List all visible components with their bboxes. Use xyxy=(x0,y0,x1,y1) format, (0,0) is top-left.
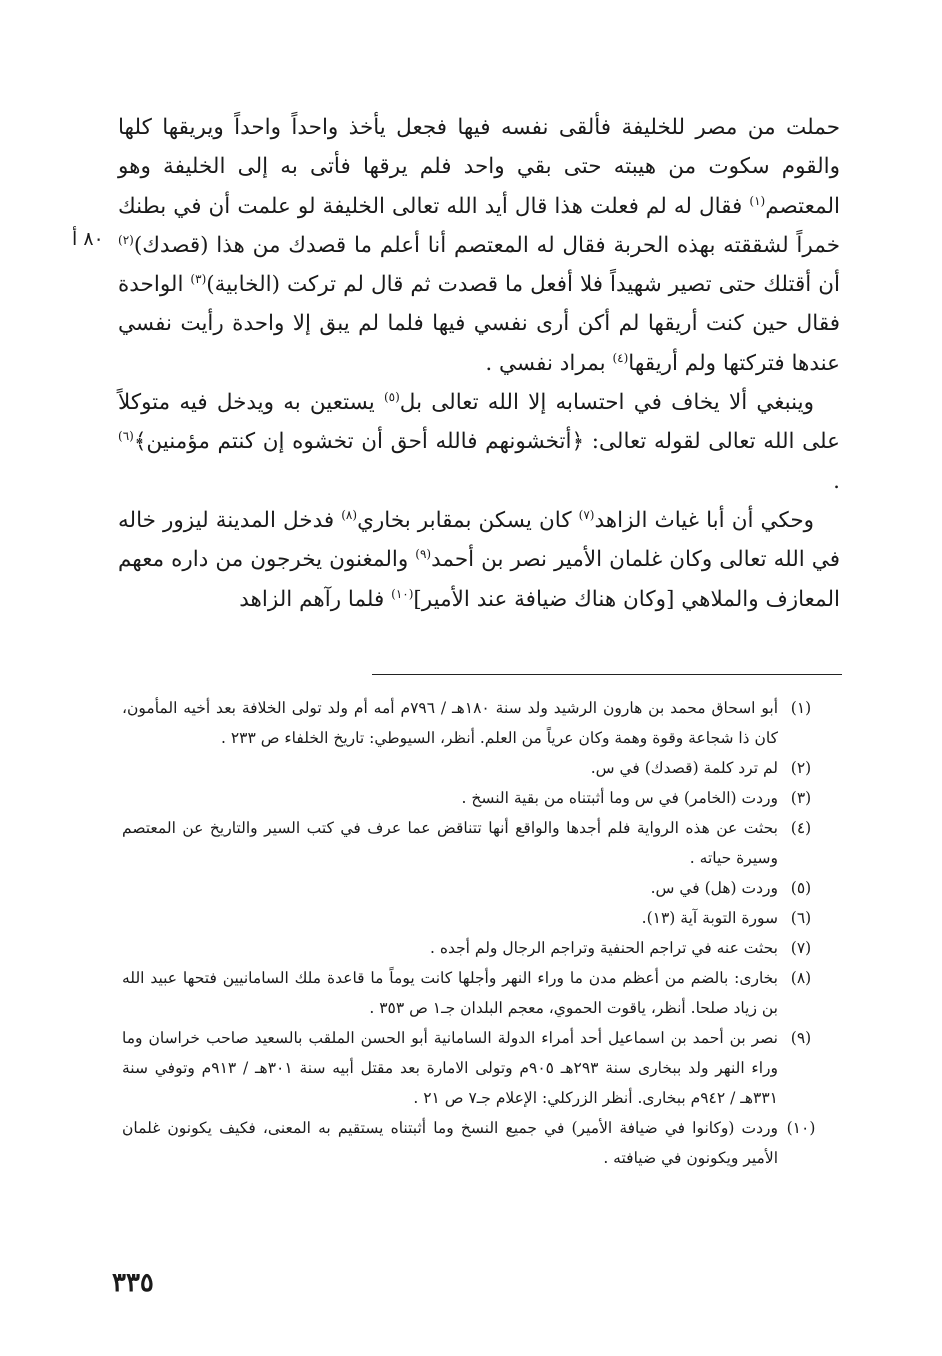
footnote-5 xyxy=(122,873,824,903)
footnotes-section xyxy=(122,693,824,1173)
footnote-9 xyxy=(122,1023,824,1113)
paragraph-3: وحكي أن أبا غياث الزاهد$^{(٧)}$ كان يسكن بمقابر بخاري$^{(٨)}$ فدخل المدينة ليزور خاله في الله تعالى وكان غلمان الأمير نصر بن أحمد$^{(٩)}$ والمغنون يخرجون من داره معهم المعازف والملاهي [وكان هناك ضيافة عند الأمير]$^{(١٠)}$ فلما رآهم الزاهد xyxy=(118,507,840,612)
manuscript-folio-marker: ٨٠ أ xyxy=(72,228,104,250)
footnote-number: (١٠) xyxy=(786,1119,816,1137)
footnote-ref-4[interactable]: (٤) xyxy=(612,350,629,365)
footnote-number: (١) xyxy=(790,699,812,717)
footnote-number: (٦) xyxy=(790,909,812,927)
footnote-4 xyxy=(122,813,824,873)
footnote-text: وردت (الخامر) في س وما أثبتناه من بقية النسخ . xyxy=(461,789,778,807)
footnote-number: (٧) xyxy=(790,939,812,957)
footnote-text: بحثت عن هذه الرواية فلم أجدها والواقع أنها تتناقض عما عرف في كتب السير والتاريخ عن المعتصم وسيرة حياته . xyxy=(122,819,778,867)
footnote-ref-7[interactable]: (٧) xyxy=(578,507,595,522)
footnote-2 xyxy=(122,753,824,783)
footnote-text: وردت (وكانوا في ضيافة الأمير) في جميع النسخ وما أثبتناه يستقيم به المعنى، فكيف يكونون غلمان الأمير ويكونون في ضيافته . xyxy=(122,1119,778,1167)
footnote-ref-1[interactable]: (١) xyxy=(749,193,766,208)
footnote-ref-2[interactable]: (٢) xyxy=(118,232,134,247)
footnote-10 xyxy=(122,1113,824,1173)
footnote-text: بحثت عنه في تراجم الحنفية وتراجم الرجال ولم أجده . xyxy=(429,939,778,957)
paragraph-1: حملت من مصر للخليفة فألقى نفسه فيها فجعل يأخذ واحداً واحداً ويريقها كلها والقوم سكوت من هيبته حتى بقي واحد فلم يرقها فأتى به إلى الخليفة وهو المعتصم$^{(١)}$ فقال له لم فعلت هذا قال أيد الله تعالى الخليفة لو علمت أن في بطنك خمراً لشققته بهذه الحربة فقال له المعتصم أنا أعلم ما قصدك من هذا (قصدك)$^{(٢)}$ أن أقتلك حتى تصير شهيداً فلا أفعل ما قصدت ثم قال لم تركت (الخابية)$^{(٣)}$ الواحدة فقال حين كنت أريقها لم أكن أرى نفسي فيها فلما لم يبق إلا واحدة رأيت نفسي عندها فتركتها ولم أريقها$^{(٤)}$ بمراد نفسي . xyxy=(118,115,841,376)
footnote-number: (٣) xyxy=(790,789,812,807)
footnote-text: سورة التوبة آية (١٣). xyxy=(641,909,778,927)
footnote-text: بخارى: بالضم من أعظم مدن ما وراء النهر وأجلها كانت يوماً ما قاعدة ملك السامانيين فتحها عبيد الله بن زياد صلحا. أنظر، ياقوت الحموي، معجم البلدان جـ١ ص ٣٥٣ . xyxy=(122,969,778,1017)
footnote-text: أبو اسحاق محمد بن هارون الرشيد ولد سنة ١٨٠هـ / ٧٩٦م أمه أم ولد تولى الخلافة بعد أخيه المأمون، كان ذا شجاعة وقوة وهمة وكان عرياً من العلم. أنظر، السيوطي: تاريخ الخلفاء ص ٢٣٣ . xyxy=(122,699,779,747)
footnote-number: (٥) xyxy=(790,879,812,897)
footnote-text: نصر بن أحمد بن اسماعيل أحد أمراء الدولة السامانية أبو الحسن الملقب بالسعيد صاحب خراسان وما وراء النهر ولد ببخارى سنة ٢٩٣هـ ٩٠٥م وتولى الامارة بعد مقتل أبيه سنة ٣٠١هـ / ٩١٣م وتوفي سنة ٣٣١هـ / ٩٤٢م ببخارى. أنظر الزركلي: الإعلام جـ٧ ص ٢١ . xyxy=(122,1029,778,1107)
page-number: ٣٣٥ xyxy=(112,1268,154,1298)
footnote-3 xyxy=(122,783,824,813)
footnote-ref-6[interactable]: (٦) xyxy=(118,429,134,444)
footnote-ref-8[interactable]: (٨) xyxy=(341,507,358,522)
footnote-8 xyxy=(122,963,824,1023)
footnote-7 xyxy=(122,933,824,963)
main-text xyxy=(118,108,840,619)
footnote-number: (٨) xyxy=(790,969,812,987)
footnote-number: (٩) xyxy=(790,1029,812,1047)
footnote-ref-9[interactable]: (٩) xyxy=(415,547,432,562)
footnote-number: (٢) xyxy=(790,759,812,777)
footnote-ref-3[interactable]: (٣) xyxy=(190,272,207,287)
footnote-separator xyxy=(372,674,842,675)
footnote-text: لم ترد كلمة (قصدك) في س. xyxy=(590,759,778,777)
footnote-ref-5[interactable]: (٥) xyxy=(383,389,400,404)
footnote-number: (٤) xyxy=(790,819,812,837)
footnote-1 xyxy=(122,693,824,753)
footnote-ref-10[interactable]: (١٠) xyxy=(391,586,414,601)
footnote-6 xyxy=(122,903,824,933)
paragraph-2: وينبغي ألا يخاف في احتسابه إلا الله تعالى بل$^{(٥)}$ يستعين به ويدخل فيه متوكلاً على الله تعالى لقوله تعالى: ﴿أتخشونهم فالله أحق أن تخشوه إن كنتم مؤمنين﴾$^{(٦)}$ . xyxy=(118,389,840,494)
footnote-text: وردت (هل) في س. xyxy=(650,879,778,897)
